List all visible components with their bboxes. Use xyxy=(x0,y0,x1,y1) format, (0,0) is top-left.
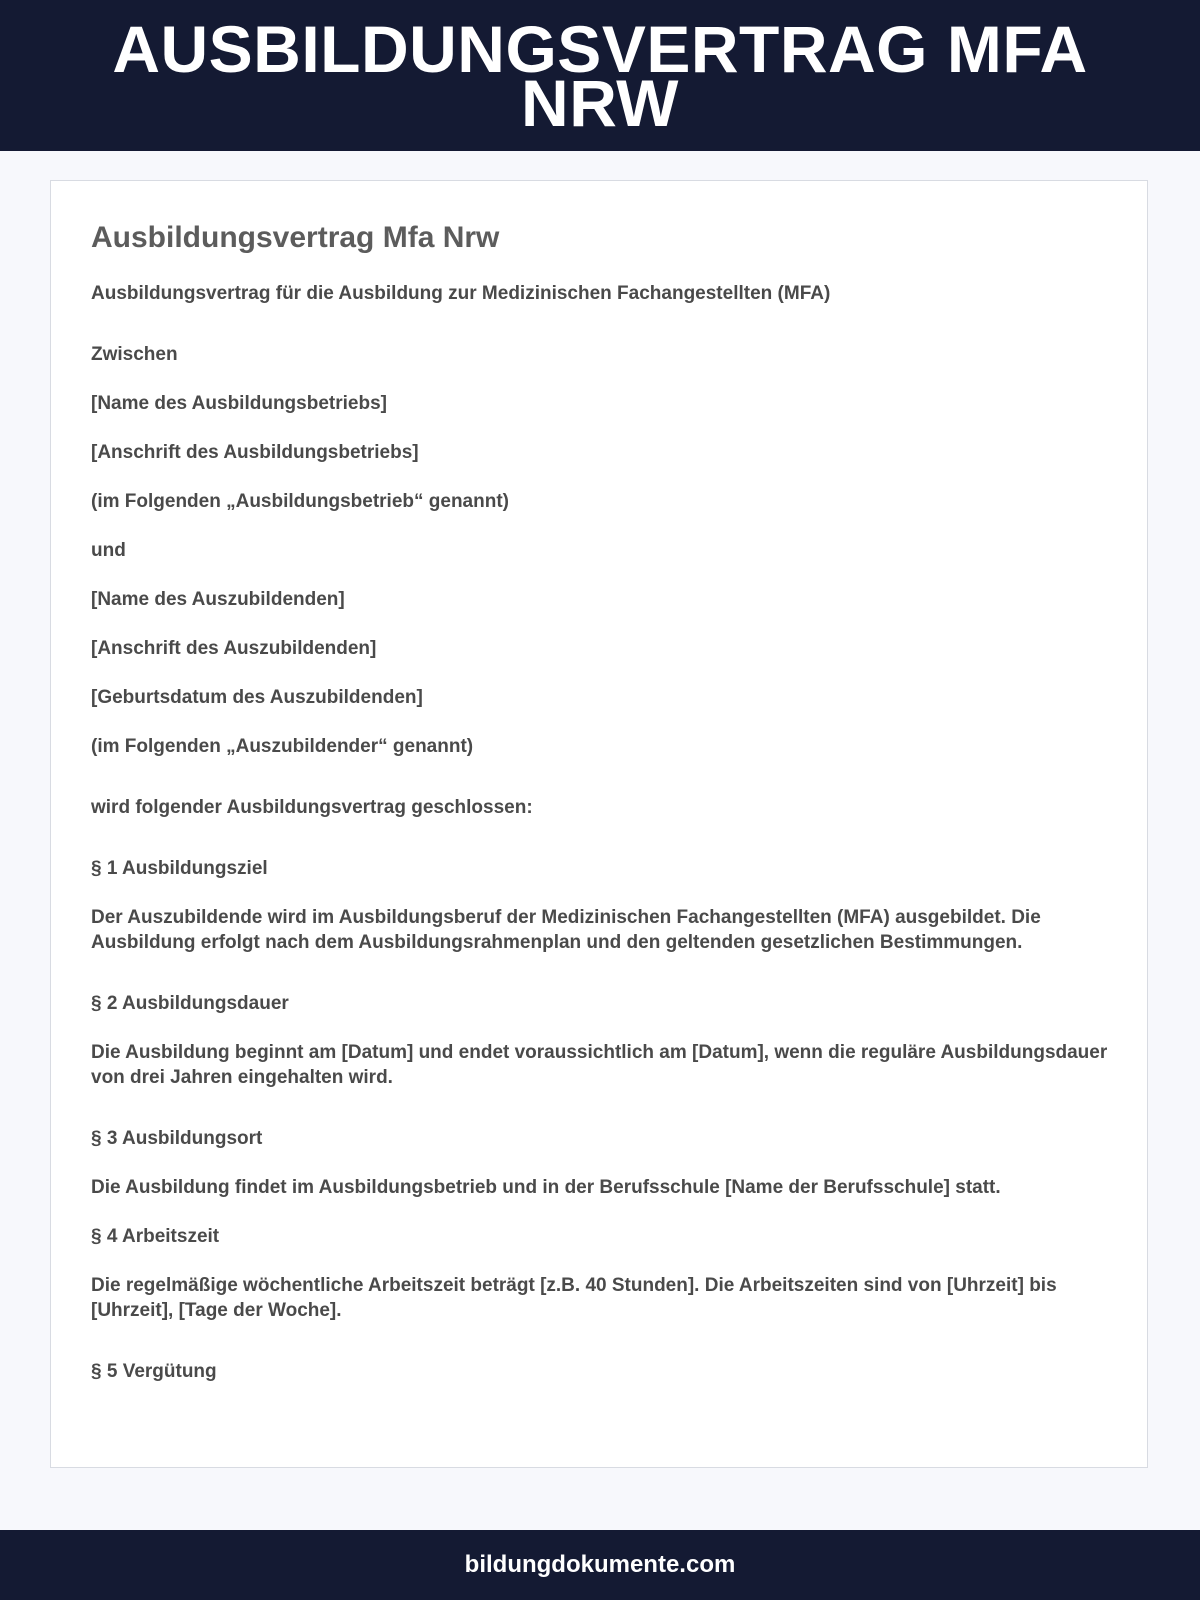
page-header xyxy=(0,0,1200,151)
section-heading: § 4 Arbeitszeit xyxy=(91,1226,220,1247)
document-subtitle: Ausbildungsvertrag für die Ausbildung zur Medizinischen Fachangestellten (MFA) xyxy=(91,283,831,304)
trainee-alias: (im Folgenden „Auszubildender“ genannt) xyxy=(91,736,474,757)
trainee-name-placeholder: [Name des Auszubildenden] xyxy=(91,589,345,610)
trainee-address-placeholder: [Anschrift des Auszubildenden] xyxy=(91,638,377,659)
section-heading: § 1 Ausbildungsziel xyxy=(91,858,268,879)
section-text: Die regelmäßige wöchentliche Arbeitszeit beträgt [z.B. 40 Stunden]. Die Arbeitszeiten sind von [Uhrzeit] bis [Uhrzeit], [Tage der Woche]. xyxy=(91,1275,1057,1321)
document-card xyxy=(50,180,1148,1468)
trainee-birthdate-placeholder: [Geburtsdatum des Auszubildenden] xyxy=(91,687,423,708)
section-text: Die Ausbildung findet im Ausbildungsbetrieb und in der Berufsschule [Name der Berufsschule] statt. xyxy=(91,1177,1001,1198)
company-address-placeholder: [Anschrift des Ausbildungsbetriebs] xyxy=(91,442,419,463)
document-title: Ausbildungsvertrag Mfa Nrw xyxy=(91,221,500,254)
section-text: Die Ausbildung beginnt am [Datum] und endet voraussichtlich am [Datum], wenn die reguläre Ausbildungsdauer von drei Jahren eingehalten wird. xyxy=(91,1042,1108,1088)
parties-and: und xyxy=(91,540,126,561)
company-alias: (im Folgenden „Ausbildungsbetrieb“ genannt) xyxy=(91,491,509,512)
section-text: Der Auszubildende wird im Ausbildungsberuf der Medizinischen Fachangestellten (MFA) ausgebildet. Die Ausbildung erfolgt nach dem Ausbildungsrahmenplan und den geltenden gesetzlichen Bestimmungen. xyxy=(91,907,1041,953)
document-body xyxy=(91,221,1111,1408)
section-heading: § 3 Ausbildungsort xyxy=(91,1128,263,1149)
footer-site-link[interactable]: bildungdokumente.com xyxy=(464,1551,736,1578)
section-heading: § 2 Ausbildungsdauer xyxy=(91,993,289,1014)
contract-intro: wird folgender Ausbildungsvertrag geschlossen: xyxy=(91,797,533,818)
company-name-placeholder: [Name des Ausbildungsbetriebs] xyxy=(91,393,387,414)
section-heading: § 5 Vergütung xyxy=(91,1361,217,1382)
page-footer xyxy=(0,1530,1200,1600)
page-header-title: AUSBILDUNGSVERTRAG MFA NRW xyxy=(112,11,1088,140)
parties-between: Zwischen xyxy=(91,344,178,365)
